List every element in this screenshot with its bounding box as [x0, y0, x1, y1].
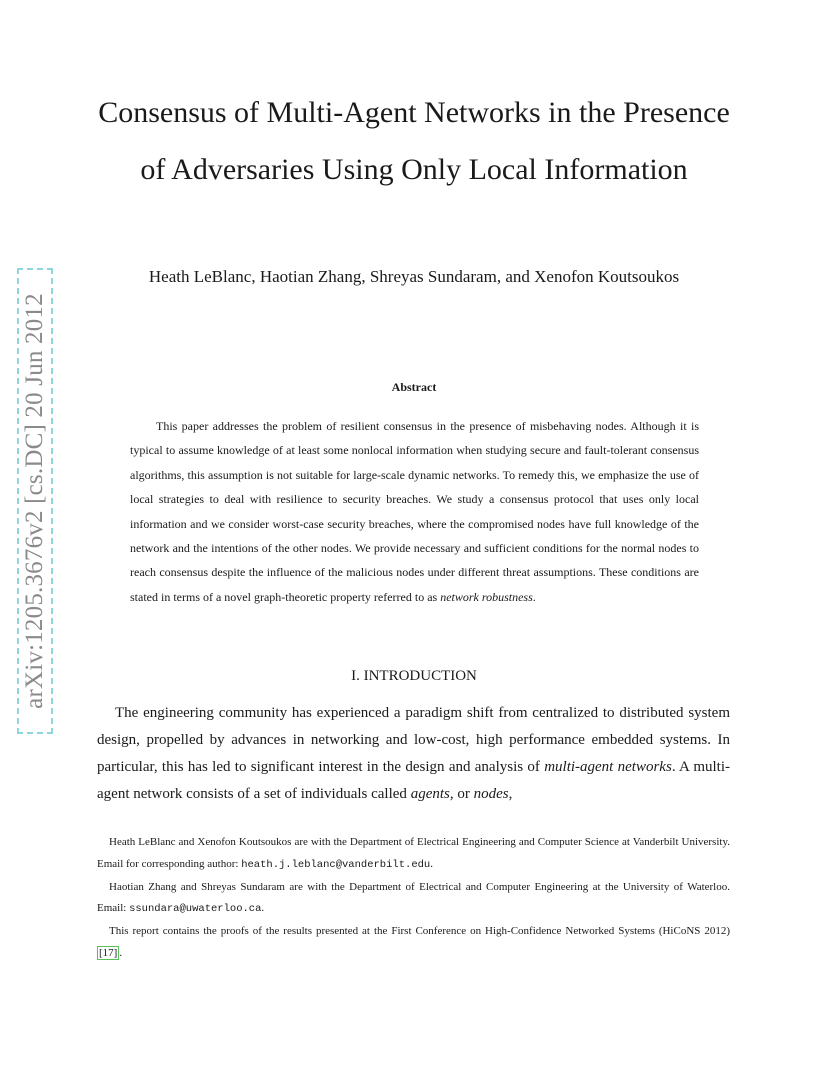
author-list: Heath LeBlanc, Haotian Zhang, Shreyas Sundaram, and Xenofon Koutsoukos	[148, 267, 680, 286]
abstract-body	[130, 414, 699, 609]
abstract-emphasis: network robustness	[440, 589, 533, 604]
footnote-text: Heath LeBlanc and Xenofon Koutsoukos are with the Department of Electrical Engineering and Computer Science at Vanderbilt University. Email for corresponding author:	[97, 836, 730, 870]
arxiv-identifier: arXiv:1205.3676v2 [cs.DC] 20 Jun 2012	[21, 293, 48, 709]
intro-text: , or	[449, 786, 474, 802]
email-link[interactable]: ssundara@uwaterloo.ca	[129, 903, 262, 916]
paper-title: Consensus of Multi-Agent Networks in the Presence of Adversaries Using Only Local Information	[98, 96, 730, 186]
footnotes	[97, 832, 730, 965]
intro-text: . A multi-agent network consists of a set of individuals called	[97, 759, 730, 802]
citation-link[interactable]: [17]	[99, 946, 118, 959]
abstract-heading: Abstract	[391, 380, 437, 394]
intro-emphasis: nodes	[473, 786, 509, 802]
email-link[interactable]: heath.j.leblanc@vanderbilt.edu	[241, 858, 431, 871]
intro-emphasis: agents	[410, 786, 450, 802]
section-heading: I. INTRODUCTION	[351, 668, 477, 684]
abstract-text-end: .	[532, 589, 536, 604]
footnote-waterloo	[97, 877, 730, 921]
abstract-text: This paper addresses the problem of resilient consensus in the presence of misbehaving nodes. Although it is typical to assume knowledge of at least some nonlocal information when studying secure and fault-tolerant consensus algorithms, this assumption is not suitable for large-scale dynamic networks. To remedy this, we emphasize the use of local strategies to deal with resilience to security breaches. We study a consensus protocol that uses only local information and we consider worst-case security breaches, where the compromised nodes have full knowledge of the network and the intentions of the other nodes. We provide necessary and sufficient conditions for the normal nodes to reach consensus despite the influence of the malicious nodes under different threat assumptions. These conditions are stated in terms of a novel graph-theoretic property referred to as	[130, 419, 699, 604]
intro-text: The engineering community has experienced a paradigm shift from centralized to distributed system design, propelled by advances in networking and low-cost, high performance embedded systems. In particular, this has led to significant interest in the design and analysis of	[97, 705, 730, 775]
footnote-text: Haotian Zhang and Shreyas Sundaram are with the Department of Electrical and Computer Engineering at the University of Waterloo. Email:	[97, 880, 730, 915]
arxiv-stamp[interactable]	[17, 268, 53, 734]
footnote-text: This report contains the proofs of the results presented at the First Conference on High-Confidence Networked Systems (HiCoNS 2012)	[109, 925, 730, 938]
footnote-text: .	[119, 946, 123, 959]
footnote-text: .	[261, 902, 265, 915]
footnote-vanderbilt	[97, 832, 730, 876]
intro-emphasis: multi-agent networks	[544, 759, 672, 775]
intro-paragraph	[97, 700, 730, 808]
intro-text: ,	[508, 786, 513, 802]
footnote-report	[97, 921, 730, 964]
footnote-text: .	[430, 857, 433, 870]
